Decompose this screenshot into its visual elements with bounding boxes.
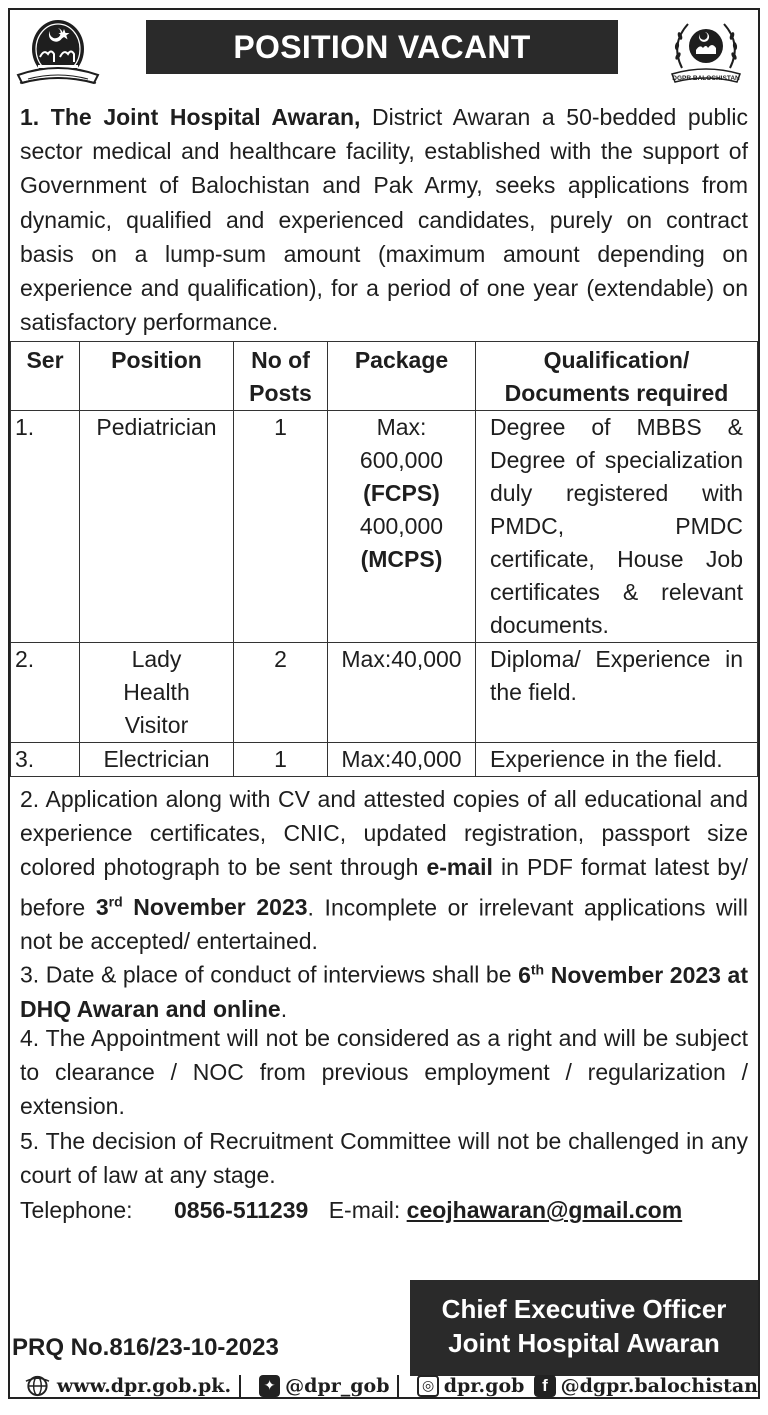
deadline-date xyxy=(96,894,308,920)
application-text-3: . Incomplete or irrelevant applications will not be accepted/ entertained. xyxy=(20,894,748,955)
email-link[interactable]: ceojhawaran@gmail.com xyxy=(406,1197,683,1223)
intro-paragraph xyxy=(20,100,748,339)
cell-posts: 1 xyxy=(234,411,328,643)
email-word: e-mail xyxy=(426,854,493,881)
intro-lead: 1. The Joint Hospital Awaran, xyxy=(20,104,361,130)
instagram-icon: ◎ xyxy=(417,1375,438,1397)
deadline-month-year: November 2023 xyxy=(122,894,308,921)
cell-package xyxy=(328,411,476,643)
signatory-title: Chief Executive Officer xyxy=(441,1294,727,1324)
interview-paragraph xyxy=(20,952,748,1026)
table-header-row xyxy=(11,342,758,411)
twitter-icon: ✦ xyxy=(259,1375,280,1397)
package-mcps-amount: 400,000 xyxy=(359,513,444,539)
signature-block xyxy=(410,1280,758,1376)
col-header-position: Position xyxy=(80,342,234,411)
application-paragraph xyxy=(20,782,748,959)
table-row xyxy=(11,643,758,743)
balochistan-emblem-logo xyxy=(14,13,102,93)
package-max: Max: xyxy=(376,414,427,440)
col-header-qualification: Qualification/ Documents required xyxy=(476,342,758,411)
cell-package: Max:40,000 xyxy=(328,643,476,743)
col-header-posts: No of Posts xyxy=(234,342,328,411)
col-header-ser: Ser xyxy=(11,342,80,411)
application-text-2: in PDF format latest by/ before xyxy=(20,854,748,921)
interview-day: 6 xyxy=(518,961,531,988)
cell-posts: 2 xyxy=(234,643,328,743)
telephone-number: 0856-511239 xyxy=(174,1197,309,1223)
appointment-paragraph: 4. The Appointment will not be considered as a right and will be subject to clearance / NOC from previous employment / regularization / extension. xyxy=(20,1025,748,1120)
package-fcps-amount: 600,000 xyxy=(359,447,444,473)
logo-caption: DGPR BALOCHISTAN xyxy=(672,75,740,82)
interview-text: 3. Date & place of conduct of interviews shall be xyxy=(20,961,519,988)
facebook-icon: f xyxy=(534,1375,555,1397)
cell-ser: 1. xyxy=(11,411,80,643)
footer-instagram[interactable]: dpr.gob xyxy=(443,1374,525,1397)
footer-twitter[interactable]: @dpr_gob xyxy=(285,1374,390,1397)
table-row xyxy=(11,411,758,643)
table-row xyxy=(11,743,758,777)
package-fcps-label: (FCPS) xyxy=(363,480,440,506)
footer-divider xyxy=(397,1375,399,1397)
interview-end: . xyxy=(280,995,288,1022)
footer-website[interactable]: www.dpr.gob.pk. xyxy=(56,1374,232,1397)
cell-position: Pediatrician xyxy=(80,411,234,643)
interview-suffix: th xyxy=(530,961,545,977)
package-mcps-label: (MCPS) xyxy=(360,546,443,572)
cell-qualification: Diploma/ Experience in the field. xyxy=(476,643,758,743)
interview-date-rest: November 2023 at DHQ Awaran and online xyxy=(20,961,748,1022)
globe-icon xyxy=(24,1375,51,1397)
footer-bar xyxy=(10,1372,758,1399)
col-header-package: Package xyxy=(328,342,476,411)
cell-ser: 2. xyxy=(11,643,80,743)
cell-qualification: Experience in the field. xyxy=(476,743,758,777)
application-text-1: 2. Application along with CV and attested copies of all educational and experience certificates, CNIC, updated registration, passport size colored photograph to be sent through xyxy=(20,786,748,881)
telephone-label: Telephone: xyxy=(20,1197,133,1223)
decision-paragraph: 5. The decision of Recruitment Committee will not be challenged in any court of law at any stage. xyxy=(20,1128,748,1189)
dgpr-balochistan-logo xyxy=(664,12,748,94)
cell-position: Electrician xyxy=(80,743,234,777)
email-label: E-mail: xyxy=(328,1197,401,1223)
contact-line xyxy=(20,1193,682,1227)
deadline-day: 3 xyxy=(95,894,109,921)
advertisement xyxy=(8,8,760,1399)
cell-ser: 3. xyxy=(11,743,80,777)
cell-package: Max:40,000 xyxy=(328,743,476,777)
cell-qualification: Degree of MBBS & Degree of specialization duly registered with PMDC, PMDC certificate, House Job certificates & relevant documents. xyxy=(476,411,758,643)
cell-position: Lady Health Visitor xyxy=(80,643,234,743)
page-title: POSITION VACANT xyxy=(146,20,618,74)
prq-number: PRQ No.816/23-10-2023 xyxy=(12,1334,279,1361)
footer-facebook[interactable]: @dgpr.balochistan xyxy=(560,1374,758,1397)
positions-table xyxy=(10,341,758,777)
intro-body: District Awaran a 50-bedded public sector medical and healthcare facility, established with the support of Government of Balochistan and Pak Army, seeks applications from dynamic, qualified and experienced candidates, purely on contract basis on a lump-sum amount (maximum amount depending on experience and qualification), for a period of one year (extendable) on satisfactory performance. xyxy=(20,104,748,336)
signatory-org: Joint Hospital Awaran xyxy=(448,1328,720,1358)
footer-divider xyxy=(239,1375,241,1397)
deadline-suffix: rd xyxy=(108,893,123,910)
cell-posts: 1 xyxy=(234,743,328,777)
